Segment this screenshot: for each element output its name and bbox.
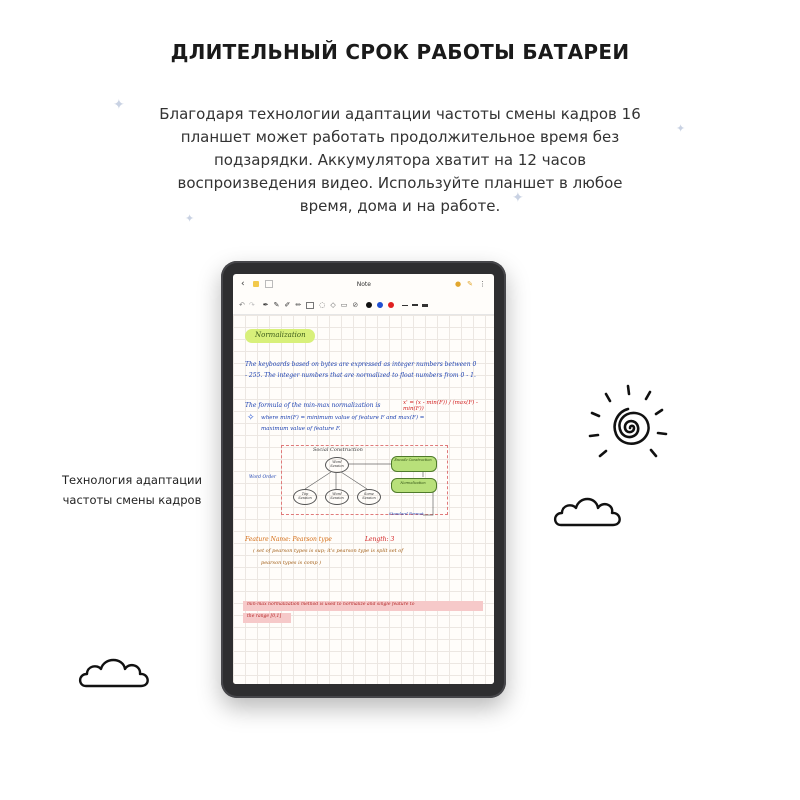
note-paragraph-1: The keyboards based on bytes are expressed as integer numbers between 0 - 255. The integer numbers that are normalized to float numbers from 0 - 1.: [245, 361, 477, 379]
note-paragraph-2: The formula of the min-max normalization is: [245, 402, 381, 409]
redo-icon[interactable]: ↷: [248, 301, 255, 309]
note-feature-line: Feature Name: Pearson type: [245, 536, 332, 543]
note-detail-1: ( set of pearson types is sup; it's pearson type is split set of: [253, 548, 404, 554]
note-formula: x' = (x - min(F)) / (max(F) - min(F)): [403, 400, 478, 412]
eraser-icon[interactable]: [306, 302, 314, 309]
diagram-box-1-label: Encode Construction: [394, 458, 432, 462]
note-detail-2: pearson types is comp ): [261, 560, 322, 566]
cloud-doodle-icon: [553, 485, 628, 533]
feature-caption: Технология адаптации частоты смены кадров: [61, 473, 203, 507]
sparkle-icon: ✦: [676, 122, 686, 135]
pen-toolbar: [233, 296, 494, 315]
cloud-doodle-icon: [78, 648, 156, 694]
stroke-thick-icon[interactable]: [422, 304, 428, 307]
sparkle-icon: ✦: [512, 190, 524, 206]
layout-icon[interactable]: [265, 280, 273, 288]
mic-icon[interactable]: ●: [455, 280, 462, 288]
lasso-icon[interactable]: ◌: [319, 301, 326, 309]
note-length: Length: 3: [365, 536, 395, 543]
note-summary-1: min-max normalization method is used to normalize and single feature to: [247, 602, 415, 607]
highlighter-icon[interactable]: ✏: [295, 301, 302, 309]
stroke-thin-icon[interactable]: [402, 305, 408, 306]
diagram-edges: [233, 315, 494, 684]
stroke-medium-icon[interactable]: [412, 304, 418, 306]
link-icon[interactable]: ⊘: [352, 301, 359, 309]
note-app-bar: [233, 274, 494, 294]
marker-icon[interactable]: ✐: [284, 301, 291, 309]
color-blue-swatch[interactable]: [377, 302, 383, 308]
section-description: Благодаря технологии адаптации частоты смены кадров 16 планшет может работать продолжительное время без подзарядки. Аккумулятора хватит на 12 часов воспроизведения видео. Используйте планшет в любое время, дома и на работе.: [159, 105, 641, 215]
ruler-icon[interactable]: ▭: [340, 301, 348, 309]
diagram-node-left-label: Top Session: [298, 492, 312, 500]
note-summary-2: the range [0,1]: [247, 614, 282, 619]
bookmark-icon[interactable]: [253, 281, 259, 287]
note-heading: Normalization: [255, 331, 306, 339]
sun-doodle-icon: [578, 378, 678, 478]
diagram-box-2-label: Normalization: [400, 481, 426, 485]
pen-icon[interactable]: ✒: [262, 301, 269, 309]
pencil-icon[interactable]: ✎: [273, 301, 280, 309]
handwritten-note-page[interactable]: [233, 315, 494, 684]
diagram-node-mid-label: Word Session: [330, 492, 344, 500]
section-heading: ДЛИТЕЛЬНЫЙ СРОК РАБОТЫ БАТАРЕИ: [170, 40, 630, 64]
back-icon[interactable]: ‹: [241, 279, 245, 289]
color-red-swatch[interactable]: [388, 302, 394, 308]
shape-icon[interactable]: ◇: [330, 301, 336, 309]
diagram-node-right-label: Some Session: [362, 492, 376, 500]
tablet-device: [221, 261, 506, 698]
diagram-node-center-label: Word Session: [330, 460, 344, 468]
diagram-top-label: Social Construction: [313, 447, 363, 453]
color-black-swatch[interactable]: [366, 302, 372, 308]
sparkle-icon: ✦: [113, 97, 125, 113]
more-icon[interactable]: ⋮: [478, 280, 486, 288]
sparkle-doodle-icon: ✧: [247, 413, 255, 423]
diagram-side-label: Word Order: [249, 475, 277, 480]
pen-mode-icon[interactable]: ✎: [467, 280, 473, 288]
note-paragraph-2b: where min(F) = minimum value of feature F and max(F) = maximum value of feature F.: [261, 415, 425, 432]
undo-icon[interactable]: ↶: [239, 301, 245, 309]
sparkle-icon: ✦: [185, 212, 195, 225]
diagram-output-label: Standard Format: [389, 511, 424, 516]
tablet-screen: [233, 274, 494, 684]
note-title[interactable]: Note: [356, 280, 371, 288]
